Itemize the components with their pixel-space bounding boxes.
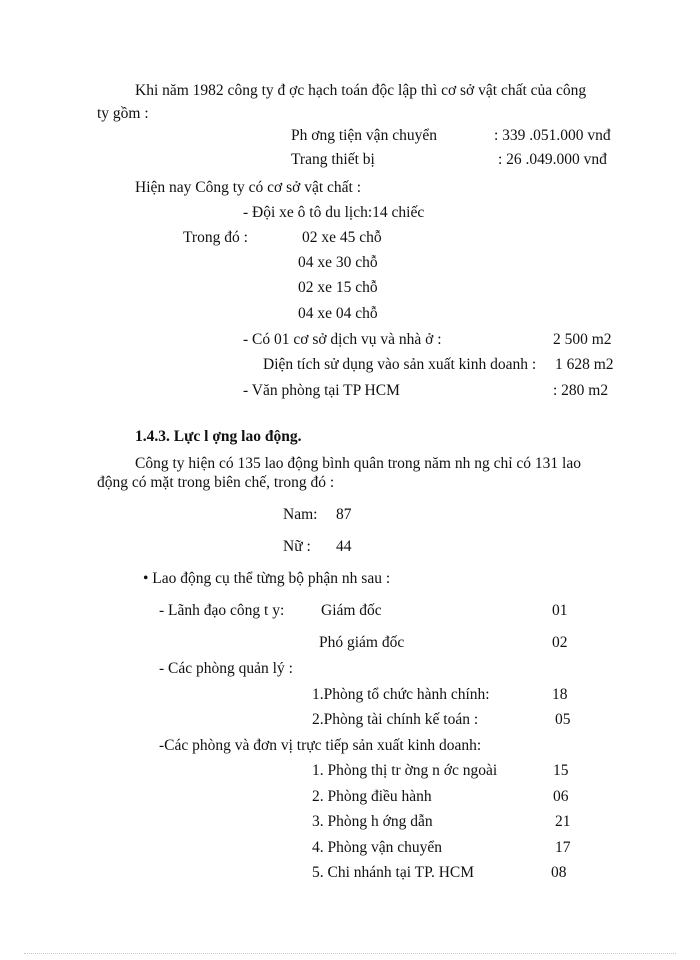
male-value: 87	[336, 506, 352, 523]
fleet-item: 04 xe 04 chỗ	[298, 305, 378, 322]
fleet-prefix: Trong đó :	[183, 229, 248, 246]
fleet-line: - Đội xe ô tô du lịch:14 chiếc	[243, 204, 425, 221]
service-value: 2 500 m2	[553, 331, 612, 348]
asset-label-transport: Ph ơng tiện vận chuyển	[291, 127, 437, 144]
usage-value: 1 628 m2	[555, 356, 614, 373]
asset-label-equipment: Trang thiết bị	[291, 151, 375, 168]
management-row-name: 2.Phòng tài chính kế toán :	[312, 711, 479, 728]
intro-line-2: ty gồm :	[97, 105, 149, 122]
service-label: - Có 01 cơ sở dịch vụ và nhà ở :	[243, 331, 442, 348]
asset-value-equipment: : 26 .049.000 vnđ	[498, 151, 607, 168]
business-row-name: 3. Phòng h ớng dẫn	[312, 813, 433, 830]
female-value: 44	[336, 538, 352, 555]
asset-value-transport: : 339 .051.000 vnđ	[494, 127, 611, 144]
female-label: Nữ :	[283, 538, 311, 555]
bullet-line: • Lao động cụ thể từng bộ phận nh sau :	[143, 570, 391, 587]
page-bottom-divider	[24, 953, 676, 954]
section-paragraph-line-1: Công ty hiện có 135 lao động bình quân trong năm nh ng chỉ có 131 lao	[135, 455, 581, 472]
business-row-count: 15	[553, 762, 569, 779]
male-label: Nam:	[283, 506, 318, 523]
fleet-item: 02 xe 45 chỗ	[302, 229, 382, 246]
business-row-name: 4. Phòng vận chuyển	[312, 839, 443, 856]
fleet-item: 04 xe 30 chỗ	[298, 254, 378, 271]
leadership-row-count: 02	[552, 634, 568, 651]
business-row-count: 17	[555, 839, 571, 856]
section-title: 1.4.3. Lực l ợng lao động.	[135, 428, 302, 445]
management-row-count: 05	[555, 711, 571, 728]
leadership-row-name: Phó giám đốc	[319, 634, 405, 651]
current-heading: Hiện nay Công ty có cơ sở vật chất :	[135, 179, 362, 196]
section-paragraph-line-2: động có mặt trong biên chế, trong đó :	[97, 474, 335, 491]
business-row-name: 5. Chi nhánh tại TP. HCM	[312, 864, 475, 881]
management-row-count: 18	[552, 686, 568, 703]
business-label: -Các phòng và đơn vị trực tiếp sản xuất kinh doanh:	[159, 737, 482, 754]
business-row-count: 08	[551, 864, 567, 881]
fleet-item: 02 xe 15 chỗ	[298, 279, 378, 296]
leadership-label: - Lãnh đạo công t y:	[159, 602, 285, 619]
intro-line-1: Khi năm 1982 công ty đ ợc hạch toán độc lập thì cơ sở vật chất của công	[135, 82, 587, 99]
management-row-name: 1.Phòng tổ chức hành chính:	[312, 686, 490, 703]
usage-label: Diện tích sử dụng vào sản xuất kinh doanh :	[263, 356, 537, 373]
business-row-name: 2. Phòng điều hành	[312, 788, 432, 805]
management-label: - Các phòng quản lý :	[159, 660, 293, 677]
office-value: : 280 m2	[553, 382, 609, 399]
leadership-row-name: Giám đốc	[321, 602, 382, 619]
office-label: - Văn phòng tại TP HCM	[243, 382, 400, 399]
business-row-count: 06	[553, 788, 569, 805]
leadership-row-count: 01	[552, 602, 568, 619]
business-row-name: 1. Phòng thị tr ờng n ớc ngoài	[312, 762, 498, 779]
business-row-count: 21	[555, 813, 571, 830]
